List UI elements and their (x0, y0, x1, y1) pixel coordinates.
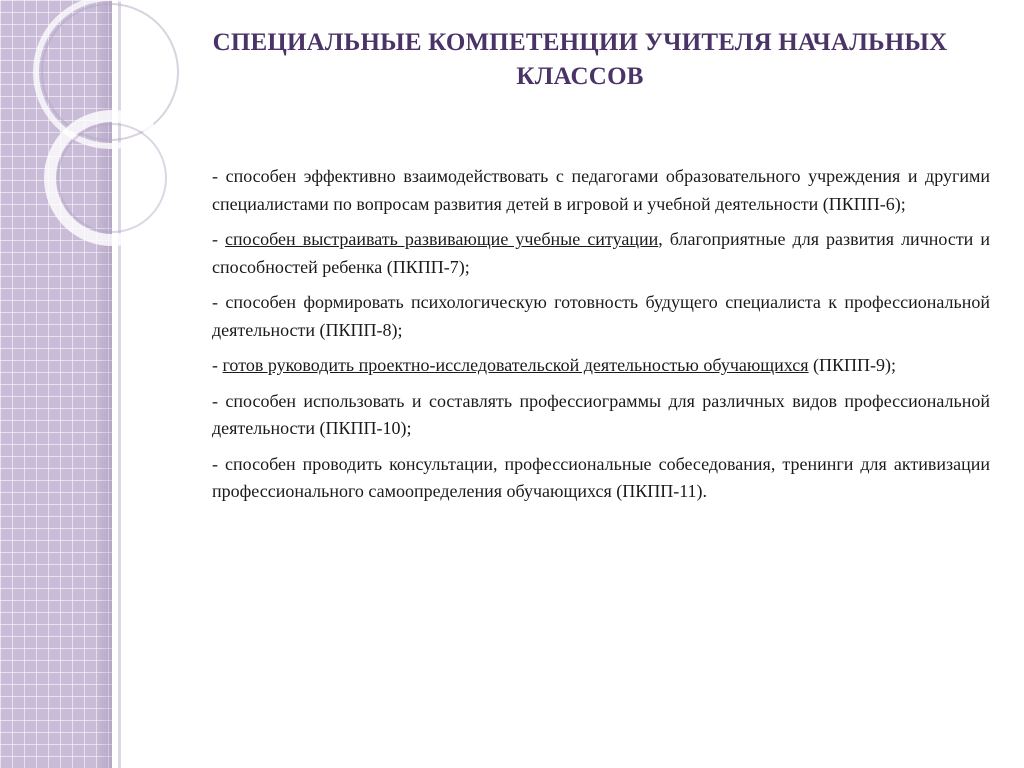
competency-item (212, 388, 990, 443)
competency-item (212, 352, 990, 380)
slide-title: СПЕЦИАЛЬНЫЕ КОМПЕТЕНЦИИ УЧИТЕЛЯ НАЧАЛЬНЫХ КЛАССОВ (212, 29, 948, 90)
item-prefix: - (212, 229, 226, 249)
competency-item (212, 451, 990, 506)
item-text: (ПКПП-9); (808, 355, 897, 375)
item-text: способен использовать и составлять профессиограммы для различных видов профессиональной деятельности (ПКПП-10); (212, 390, 990, 438)
item-prefix: - (212, 166, 226, 186)
item-underlined-text: способен выстраивать развивающие учебные ситуации (225, 229, 659, 249)
competency-item (212, 163, 990, 218)
item-text: способен проводить консультации, профессиональные собеседования, тренинги для активизации профессионального самоопределения обучающихся (ПКПП-11). (212, 453, 990, 501)
item-prefix: - (212, 390, 226, 411)
item-prefix: - (212, 453, 226, 474)
item-text: способен формировать психологическую готовность будущего специалиста к профессиональной деятельности (ПКПП-8); (212, 292, 990, 340)
decorative-ring-small (50, 116, 174, 240)
item-text: способен эффективно взаимодействовать с педагогами образовательного учреждения и другими специалистами по вопросам развития детей в игровой и учебной деятельности (ПКПП-6); (212, 166, 991, 214)
item-text: , благоприятные для развития личности и способностей ребенка (ПКПП-7); (212, 229, 990, 277)
item-prefix: - (212, 355, 223, 375)
competency-item (212, 289, 990, 344)
competency-item (212, 226, 990, 281)
item-underlined-text: готов руководить проектно-исследовательской деятельностью обучающихся (222, 355, 809, 375)
competency-list (212, 163, 990, 514)
item-prefix: - (212, 292, 226, 312)
